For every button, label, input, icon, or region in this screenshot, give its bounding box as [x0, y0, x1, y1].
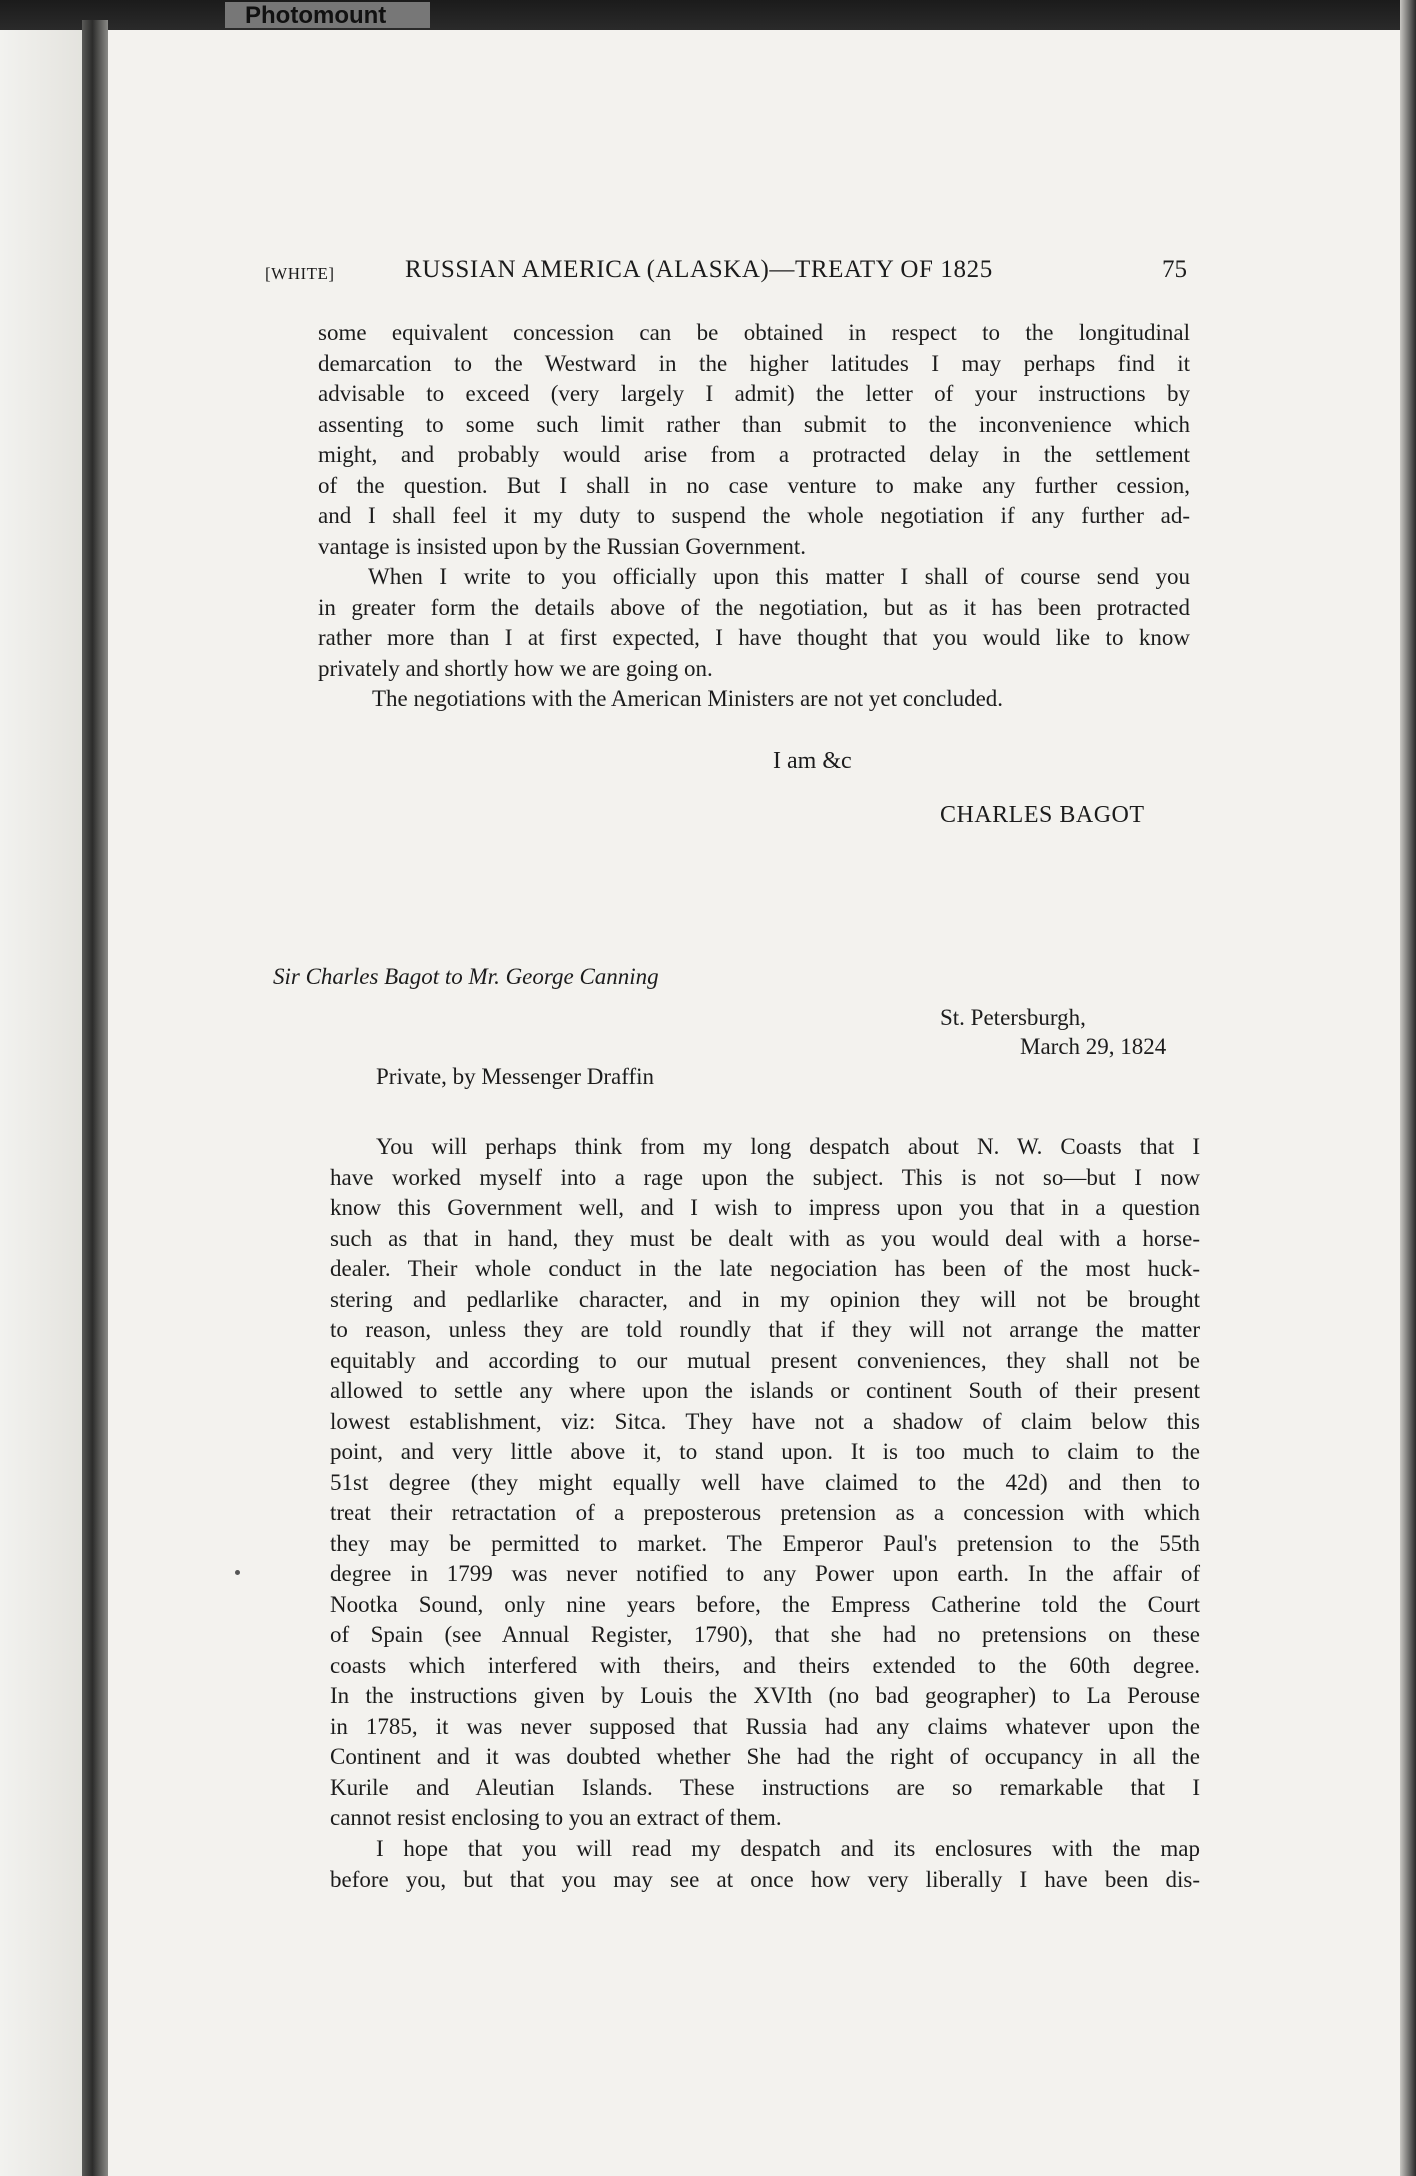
text-line: In the instructions given by Louis the XVIth (no bad geographer) to La Perouse — [330, 1683, 1200, 1708]
text-line: they may be permitted to market. The Emperor Paul's pretension to the 55th — [330, 1530, 1200, 1556]
book-spine-shadow — [82, 20, 108, 2176]
running-head — [265, 255, 1187, 289]
text-line: lowest establishment, viz: Sitca. They have not a shadow of claim below this — [330, 1408, 1200, 1434]
text-line: When I write to you officially upon this matter I shall of course send you — [368, 564, 1190, 589]
text-line: have worked myself into a rage upon the subject. This is not so—but I now — [330, 1164, 1200, 1190]
letter-heading: Sir Charles Bagot to Mr. George Canning — [273, 964, 659, 989]
running-head-tag: [WHITE] — [265, 264, 335, 283]
photostat-label: Photomount — [225, 2, 430, 28]
text-line: to reason, unless they are told roundly that if they will not arrange the matter — [330, 1317, 1200, 1342]
text-line: coasts which interfered with theirs, and theirs extended to the 60th degree. — [330, 1652, 1200, 1678]
text-line: dealer. Their whole conduct in the late negociation has been of the most huck- — [330, 1256, 1200, 1281]
text-line: and I shall feel it my duty to suspend the whole negotiation if any further ad- — [318, 503, 1190, 528]
private-note: Private, by Messenger Draffin — [376, 1064, 655, 1089]
paragraph-3 — [372, 684, 1190, 715]
text-line: 51st degree (they might equally well have claimed to the 42d) and then to — [330, 1469, 1200, 1495]
text-line: Kurile and Aleutian Islands. These instructions are so remarkable that I — [330, 1774, 1200, 1800]
text-line: equitably and according to our mutual present conveniences, they shall not be — [330, 1347, 1200, 1373]
text-line: advisable to exceed (very largely I admit) the letter of your instructions by — [318, 381, 1190, 406]
text-line: rather more than I at first expected, I have thought that you would like to know — [318, 625, 1190, 650]
text-line: some equivalent concession can be obtained in respect to the longitudinal — [318, 320, 1190, 345]
dateline-place: St. Petersburgh, — [940, 1005, 1086, 1030]
text-line: know this Government well, and I wish to impress upon you that in a question — [330, 1195, 1200, 1220]
top-border-strip — [0, 0, 1416, 30]
text-line: stering and pedlarlike character, and in my opinion they will not be brought — [330, 1286, 1200, 1312]
text-line: before you, but that you may see at once how very liberally I have been dis- — [330, 1866, 1200, 1892]
text-line: The negotiations with the American Ministers are not yet concluded. — [372, 686, 1004, 711]
text-line: assenting to some such limit rather than submit to the inconvenience which — [318, 411, 1190, 437]
paragraph-5 — [330, 1834, 1200, 1895]
right-edge-shadow — [1400, 0, 1416, 2176]
text-line: I hope that you will read my despatch and its enclosures with the map — [376, 1836, 1200, 1861]
text-line: of the question. But I shall in no case venture to make any further cession, — [318, 472, 1190, 498]
text-line: point, and very little above it, to stand upon. It is too much to claim to the — [330, 1439, 1200, 1464]
text-line: might, and probably would arise from a protracted delay in the settlement — [318, 442, 1190, 467]
text-line: degree in 1799 was never notified to any Power upon earth. In the affair of — [330, 1561, 1200, 1586]
signature: CHARLES BAGOT — [940, 802, 1145, 828]
paragraph-1 — [318, 318, 1190, 562]
page-number: 75 — [1162, 256, 1187, 283]
text-line: cannot resist enclosing to you an extract of them. — [330, 1805, 782, 1830]
paragraph-2 — [318, 562, 1190, 684]
text-line: Continent and it was doubted whether She had the right of occupancy in all the — [330, 1744, 1200, 1769]
text-line: Nootka Sound, only nine years before, the Empress Catherine told the Court — [330, 1591, 1200, 1617]
text-line: such as that in hand, they must be dealt with as you would deal with a horse- — [330, 1225, 1200, 1251]
text-line: allowed to settle any where upon the islands or continent South of their present — [330, 1378, 1200, 1403]
page-left-margin — [0, 0, 82, 2176]
text-line: privately and shortly how we are going on. — [318, 655, 713, 681]
closing-salutation: I am &c — [773, 748, 852, 774]
text-line: treat their retractation of a preposterous pretension as a concession with which — [330, 1500, 1200, 1525]
paragraph-4 — [330, 1132, 1200, 1834]
text-line: You will perhaps think from my long despatch about N. W. Coasts that I — [376, 1134, 1200, 1159]
text-line: in greater form the details above of the negotiation, but as it has been protracted — [318, 594, 1190, 620]
margin-dot — [235, 1570, 240, 1575]
text-line: demarcation to the Westward in the higher latitudes I may perhaps find it — [318, 350, 1190, 376]
text-line: vantage is insisted upon by the Russian Government. — [318, 533, 807, 559]
text-line: in 1785, it was never supposed that Russia had any claims whatever upon the — [330, 1713, 1200, 1739]
dateline-date: March 29, 1824 — [1020, 1034, 1167, 1059]
running-head-title: RUSSIAN AMERICA (ALASKA)—TREATY OF 1825 — [405, 256, 993, 283]
text-line: of Spain (see Annual Register, 1790), that she had no pretensions on these — [330, 1622, 1200, 1647]
